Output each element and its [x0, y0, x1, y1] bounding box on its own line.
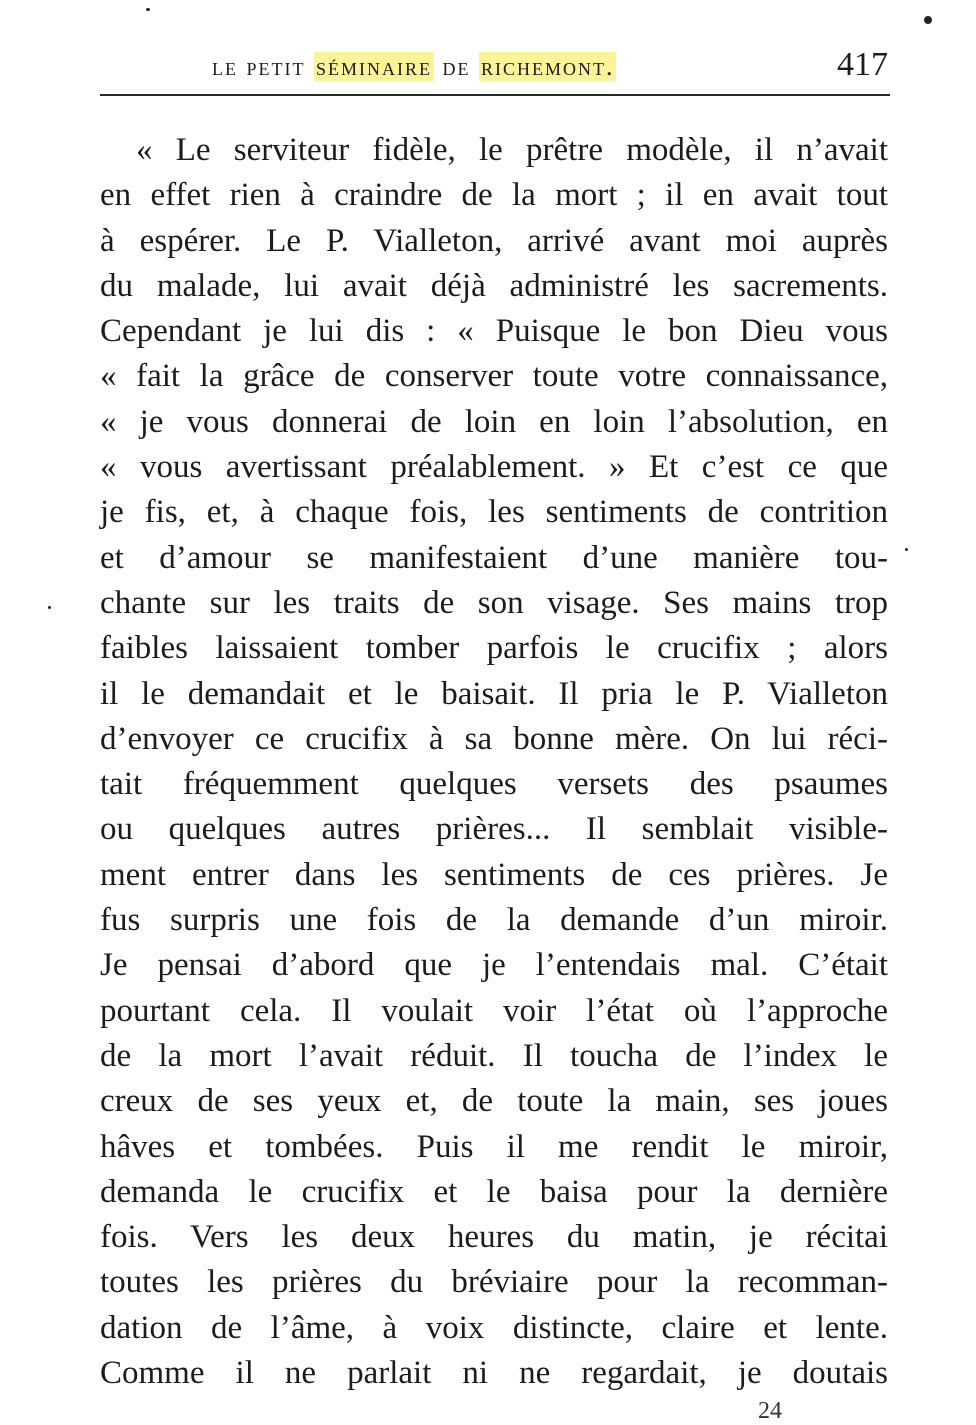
scan-speck	[48, 606, 51, 609]
text-line: il le demandait et le baisait. Il pria le P. Vialleton	[100, 675, 888, 712]
text-line: ment entrer dans les sentiments de ces prières. Je	[100, 856, 888, 893]
text-line: ou quelques autres prières... Il semblait visible-	[100, 811, 888, 848]
text-line: « Le serviteur fidèle, le prêtre modèle, il n’avait	[136, 132, 888, 168]
text-line: à espérer. Le P. Vialleton, arrivé avant moi auprès	[100, 222, 888, 259]
text-line: creux de ses yeux et, de toute la main, ses joues	[100, 1083, 888, 1120]
text-line: fois. Vers les deux heures du matin, je récitai	[100, 1219, 888, 1256]
text-line: Comme il ne parlait ni ne regardait, je doutais	[100, 1355, 888, 1392]
text-line: demanda le crucifix et le baisa pour la dernière	[100, 1173, 888, 1210]
text-line: du malade, lui avait déjà administré les sacrements.	[100, 267, 888, 304]
running-title	[212, 52, 616, 82]
text-line: « je vous donnerai de loin en loin l’absolution, en	[100, 403, 888, 440]
page-number: 417	[837, 46, 888, 83]
scan-speck	[905, 548, 908, 551]
text-line: « vous avertissant préalablement. » Et c’est ce que	[100, 449, 888, 486]
text-line: tait fréquemment quelques versets des psaumes	[100, 766, 888, 803]
text-line: chante sur les traits de son visage. Ses mains trop	[100, 584, 888, 621]
text-line: toutes les prières du bréviaire pour la recomman-	[100, 1264, 888, 1301]
text-line: Je pensai d’abord que je l’entendais mal. C’était	[100, 947, 888, 984]
text-line: fus surpris une fois de la demande d’un miroir.	[100, 902, 888, 939]
scan-speck	[146, 8, 150, 11]
text-line: Cependant je lui dis : « Puisque le bon Dieu vous	[100, 313, 888, 350]
text-line: et d’amour se manifestaient d’une manière tou-	[100, 539, 888, 576]
text-line: « fait la grâce de conserver toute votre connaissance,	[100, 358, 888, 395]
text-line: hâves et tombées. Puis il me rendit le miroir,	[100, 1128, 888, 1165]
highlighted-word-richemont: richemont.	[480, 52, 615, 81]
signature-mark: 24	[758, 1398, 782, 1424]
text-line: d’envoyer ce crucifix à sa bonne mère. On lui réci-	[100, 720, 888, 757]
scan-speck	[924, 16, 932, 24]
text-line: en effet rien à craindre de la mort ; il en avait tout	[100, 177, 888, 214]
highlighted-word-seminaire: séminaire	[315, 52, 432, 81]
text-line: faibles laissaient tomber parfois le crucifix ; alors	[100, 630, 888, 667]
text-line: pourtant cela. Il voulait voir l’état où l’approche	[100, 992, 888, 1029]
body-text	[100, 128, 888, 1396]
text-line: dation de l’âme, à voix distincte, claire et lente.	[100, 1309, 888, 1346]
text-line: je fis, et, à chaque fois, les sentiments de contrition	[100, 494, 888, 531]
running-title-part: le petit	[212, 52, 314, 81]
text-line: de la mort l’avait réduit. Il toucha de l’index le	[100, 1037, 888, 1074]
running-title-part: de	[433, 52, 479, 81]
running-head	[100, 46, 890, 96]
